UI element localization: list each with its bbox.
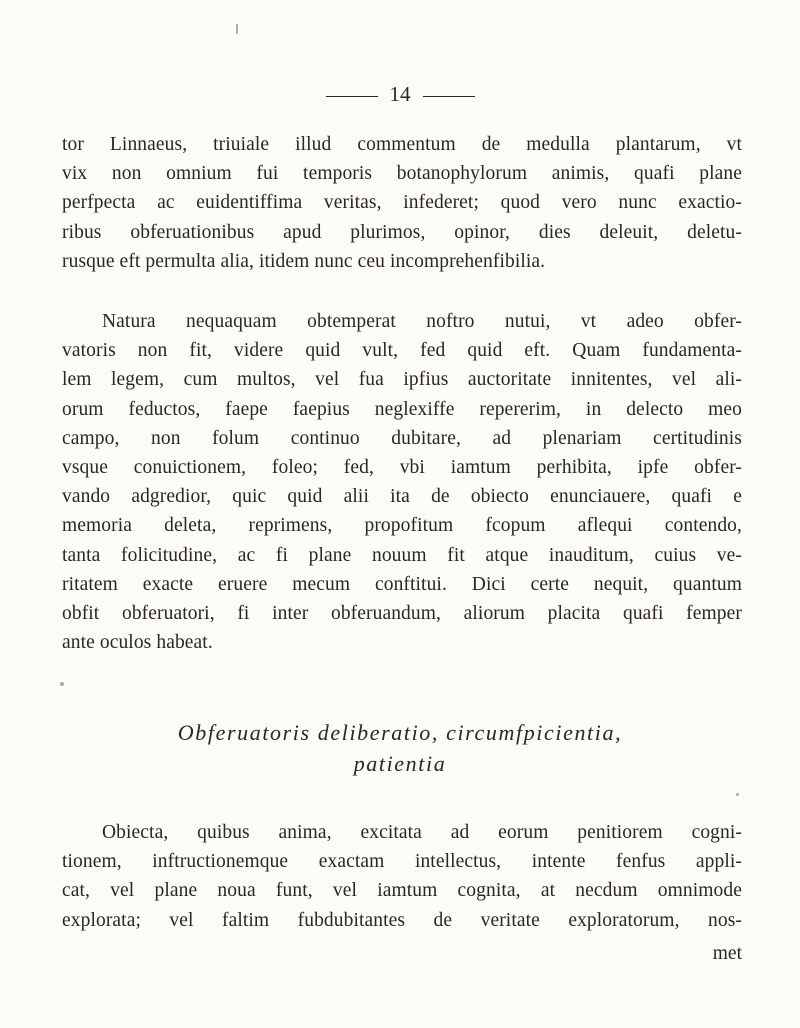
text-line: lem legem, cum multos, vel fua ipfius auctoritate innitentes, vel ali- bbox=[62, 369, 742, 391]
text-line: rusque eft permulta alia, itidem nunc ceu incomprehenfibilia. bbox=[62, 250, 546, 272]
text-line: vix non omnium fui temporis botanophylorum animis, quafi plane bbox=[62, 163, 742, 185]
header-rule-left bbox=[326, 96, 378, 97]
text-line: Natura nequaquam obtemperat noftro nutui, vt adeo obfer- bbox=[102, 311, 742, 332]
text-line: ritatem exacte eruere mecum conftitui. Dici certe nequit, quantum bbox=[62, 573, 742, 595]
text-line: cat, vel plane noua funt, vel iamtum cognita, at necdum omnimode bbox=[62, 880, 742, 902]
text-line: perfpecta ac euidentiffima veritas, infederet; quod vero nunc exactio- bbox=[62, 192, 742, 214]
text-line: ante oculos habeat. bbox=[62, 632, 213, 654]
text-line: ribus obferuationibus apud plurimos, opinor, dies deleuit, deletu- bbox=[62, 221, 742, 243]
text-line: memoria deleta, reprimens, propofitum fcopum aflequi contendo, bbox=[62, 515, 742, 537]
text-line: tionem, inftructionemque exactam intellectus, intente fenfus appli- bbox=[62, 851, 742, 873]
header-rule-right bbox=[423, 96, 475, 97]
catchword: met bbox=[712, 943, 742, 964]
text-line: tor Linnaeus, triuiale illud commentum de medulla plantarum, vt bbox=[62, 134, 742, 155]
paragraph-3 bbox=[62, 818, 742, 935]
paper-speck bbox=[60, 682, 64, 686]
text-line: vatoris non fit, videre quid vult, fed quid eft. Quam fundamenta- bbox=[62, 340, 742, 362]
paper-mark bbox=[236, 24, 238, 34]
page-number: 14 bbox=[389, 82, 411, 106]
section-heading-line-2: patientia bbox=[353, 751, 447, 776]
text-line: tanta folicitudine, ac fi plane nouum fit atque inauditum, cuius ve- bbox=[62, 544, 742, 566]
text-line: obfit obferuatori, fi inter obferuandum, aliorum placita quafi femper bbox=[62, 602, 742, 624]
text-line: explorata; vel faltim fubdubitantes de veritate exploratorum, nos- bbox=[62, 909, 742, 931]
section-heading-line-1: Obferuatoris deliberatio, circumfpicientia, bbox=[177, 720, 623, 745]
paragraph-1 bbox=[62, 130, 742, 276]
text-line: vsque conuictionem, foleo; fed, vbi iamtum perhibita, ipfe obfer- bbox=[62, 456, 742, 478]
page-header bbox=[0, 82, 800, 107]
paragraph-2 bbox=[62, 307, 742, 657]
text-line: vando adgredior, quic quid alii ita de obiecto enunciauere, quafi e bbox=[62, 486, 742, 508]
text-line: Obiecta, quibus anima, excitata ad eorum penitiorem cogni- bbox=[102, 822, 742, 843]
text-line: orum feductos, faepe faepius neglexiffe repererim, in delecto meo bbox=[62, 398, 742, 420]
text-line: campo, non folum continuo dubitare, ad plenariam certitudinis bbox=[62, 427, 742, 449]
paper-speck bbox=[736, 793, 739, 796]
